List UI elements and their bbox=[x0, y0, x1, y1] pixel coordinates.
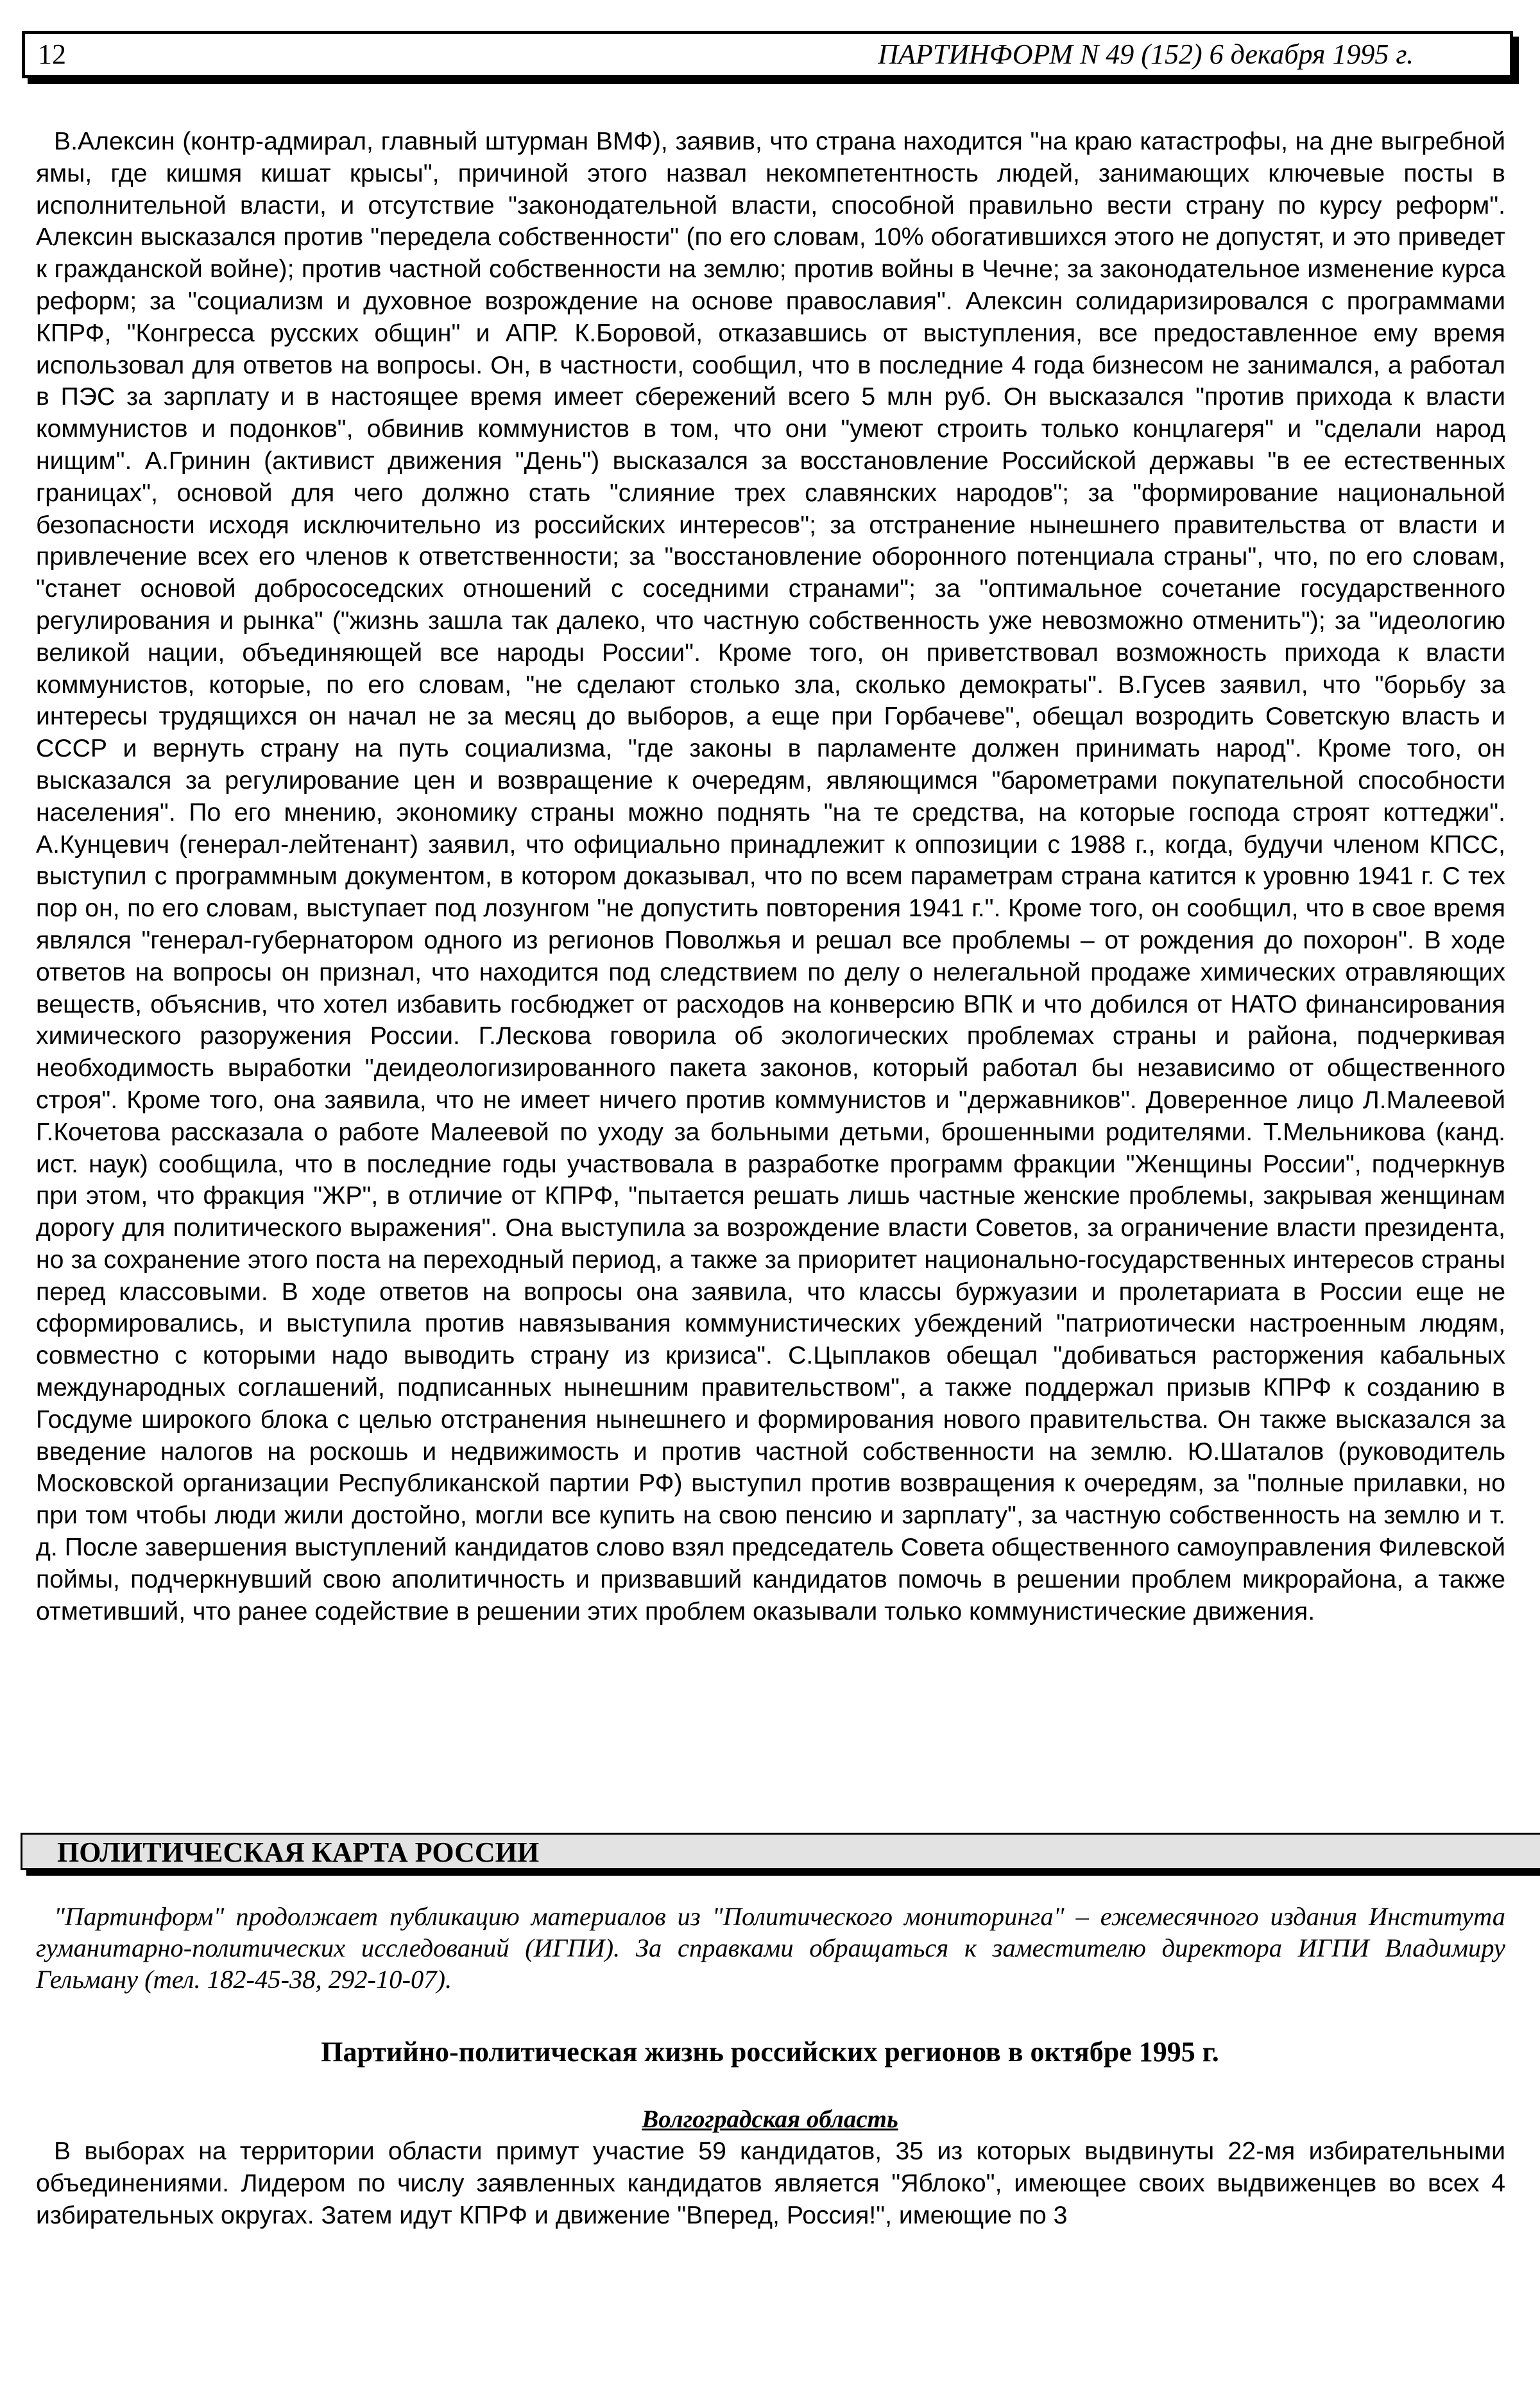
article-paragraph: В.Алексин (контр-адмирал, главный штурман ВМФ), заявив, что страна находится "на краю катастрофы, на дне выгребной ямы, где кишмя кишат крысы", причиной этого назвал некомпетентность людей, занимающих ключевые посты в исполнительной власти, и отсутствие "законодательной власти, способной правильно вести страну по курсу реформ". Алексин высказался против "передела собственности" (по его словам, 10% обогатившихся этого не допустят, и это приведет к гражданской войне); против частной собственности на землю; против войны в Чечне; за законодательное изменение курса реформ; за "социализм и духовное возрождение на основе православия". Алексин солидаризировался с программами КПРФ, "Конгресса русских общин" и АПР. К.Боровой, отказавшись от выступления, все предоставленное ему время использовал для ответов на вопросы. Он, в частности, сообщил, что в последние 4 года бизнесом не занимался, а работал в ПЭС за зарплату и в настоящее время имеет сбережений всего 5 млн руб. Он высказался "против прихода к власти коммунистов и подонков", обвинив коммунистов в том, что они "умеют строить только концлагеря" и "сделали народ нищим". А.Гринин (активист движения "День") высказался за восстановление Российской державы "в ее естественных границах", основой для чего должно стать "слияние трех славянских народов"; за "формирование национальной безопасности исходя исключительно из российских интересов"; за отстранение нынешнего правительства от власти и привлечение всех его членов к ответственности; за "восстановление оборонного потенциала страны", что, по его словам, "станет основой добрососедских отношений с соседними странами"; за "оптимальное сочетание государственного регулирования и рынка" ("жизнь зашла так далеко, что частную собственность уже невозможно отменить"); за "идеологию великой нации, объединяющей все народы России". Кроме того, он приветствовал возможность прихода к власти коммунистов, которые, по его словам, "не сделают столько зла, сколько демократы". В.Гусев заявил, что "борьбу за интересы трудящихся он начал не за месяц до выборов, а еще при Горбачеве", обещал возродить Советскую власть и СССР и вернуть страну на путь социализма, "где законы в парламенте должен принимать народ". Кроме того, он высказался за регулирование цен и возвращение к очередям, являющимся "барометрами покупательной способности населения". По его мнению, экономику страны можно поднять "на те средства, на которые господа строят коттеджи". А.Кунцевич (генерал-лейтенант) заявил, что официально принадлежит к оппозиции с 1988 г., когда, будучи членом КПСС, выступил с программным документом, в котором доказывал, что по всем параметрам страна катится к уровню 1941 г. С тех пор он, по его словам, выступает под лозунгом "не допустить повторения 1941 г.". Кроме того, он сообщил, что в свое время являлся "генерал-губернатором одного из регионов Поволжья и решал все проблемы – от рождения до похорон". В ходе ответов на вопросы он признал, что находится под следствием по делу о нелегальной продаже химических отравляющих веществ, объяснив, что хотел избавить госбюджет от расходов на конверсию ВПК и что добился от НАТО финансирования химического разоружения России. Г.Лескова говорила об экологических проблемах страны и района, подчеркивая необходимость выработки "деидеологизированного пакета законов, который работал бы независимо от общественного строя". Кроме того, она заявила, что не имеет ничего против коммунистов и "державников". Доверенное лицо Л.Малеевой Г.Кочетова рассказала о работе Малеевой по уходу за больными детьми, брошенными родителями. Т.Мельникова (канд. ист. наук) сообщила, что в последние годы участвовала в разработке программ фракции "Женщины России", подчеркнув при этом, что фракция "ЖР", в отличие от КПРФ, "пытается решать лишь частные женские проблемы, закрывая женщинам дорогу для политического выражения". Она выступила за возрождение власти Советов, за ограничение власти президента, но за сохранение этого поста на переходный период, а также за приоритет национально-государственных интересов страны перед классовыми. В ходе ответов на вопросы она заявила, что классы буржуазии и пролетариата в России еще не сформировались, и выступила против навязывания коммунистических убеждений "патриотически настроенным людям, совместно с которыми надо выводить страну из кризиса". С.Цыплаков обещал "добиваться расторжения кабальных международных соглашений, подписанных нынешним правительством", а также поддержал призыв КПРФ к созданию в Госдуме широкого блока с целью отстранения нынешнего и формирования нового правительства. Он также высказался за введение налогов на роскошь и недвижимость и против частной собственности на землю. Ю.Шаталов (руководитель Московской организации Республиканской партии РФ) выступил против возвращения к очередям, за "полные прилавки, но при том чтобы люди жили достойно, могли все купить на свою пенсию и зарплату", за частную собственность на землю и т. д. После завершения выступлений кандидатов слово взял председатель Совета общественного самоуправления Филевской поймы, подчеркнувший свою аполитичность и призвавший кандидатов помочь в решении проблем микрорайона, а также отметивший, что ранее содействие в решении этих проблем оказывали только коммунистические движения. bbox=[36, 128, 1505, 1625]
page-number: 12 bbox=[38, 39, 66, 70]
article-body bbox=[36, 126, 1505, 1627]
section-header bbox=[21, 1833, 1540, 1870]
report-title: Партийно-политическая жизнь российских регионов в октябре 1995 г. bbox=[321, 2036, 1219, 2068]
page-header bbox=[22, 31, 1513, 78]
section-intro: "Партинформ" продолжает публикацию материалов из "Политического мониторинга" – ежемесячного издания Института гуманитарно-политических исследований (ИГПИ). За справками обращаться к заместителю директора ИГПИ Владимиру Гельману (тел. 182-45-38, 292-10-07). bbox=[36, 1902, 1505, 1994]
issue-info: ПАРТИНФОРМ N 49 (152) 6 декабря 1995 г. bbox=[878, 39, 1414, 70]
region-heading: Волгоградская область bbox=[642, 2105, 898, 2133]
region-paragraph: В выборах на территории области примут участие 59 кандидатов, 35 из которых выдвинуты 22-мя избирательными объединениями. Лидером по числу заявленных кандидатов является "Яблоко", имеющее своих выдвиженцев во всех 4 избирательных округах. Затем идут КПРФ и движение "Вперед, Россия!", имеющие по 3 bbox=[36, 2138, 1505, 2229]
region-body bbox=[36, 2136, 1505, 2231]
section-title: ПОЛИТИЧЕСКАЯ КАРТА РОССИИ bbox=[57, 1837, 540, 1868]
